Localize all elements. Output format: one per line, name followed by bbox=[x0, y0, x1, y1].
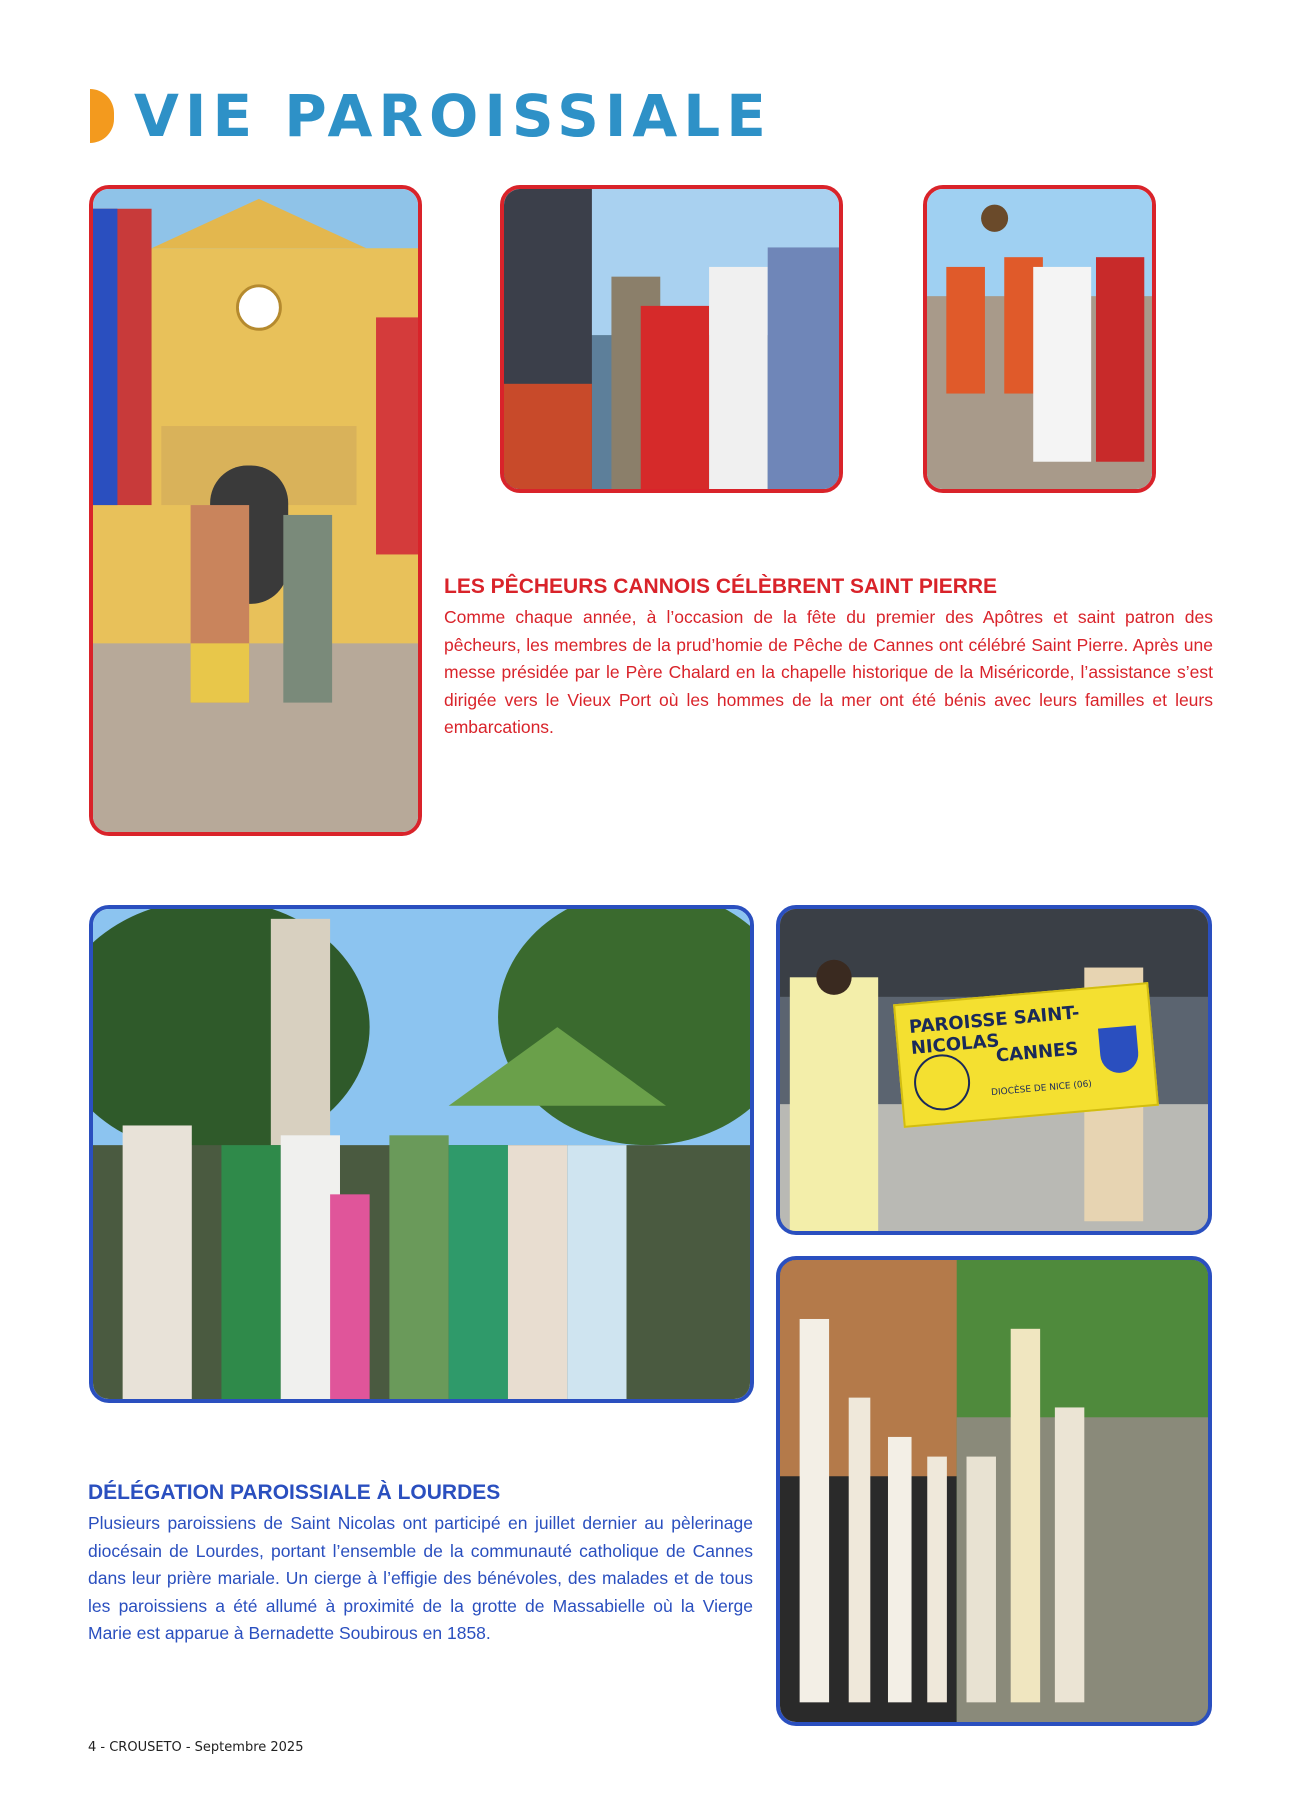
article2-body: Plusieurs paroissiens de Saint Nicolas ont participé en juillet dernier au pèlerinage diocésain de Lourdes, portant l’ensemble de la communauté catholique de Cannes dans leur prière mariale. Un cierge à l’effigie des bénévoles, des malades et de tous les paroissiens a été allumé à proximité de la grotte de Massabielle où la Vierge Marie est apparue à Bernadette Soubirous en 1858. bbox=[88, 1513, 753, 1643]
section-title: VIE PAROISSIALE bbox=[134, 82, 772, 150]
article1-body: Comme chaque année, à l’occasion de la fête du premier des Apôtres et saint patron des pêcheurs, les membres de la prud’homie de Pêche de Cannes ont célébré Saint Pierre. Après une messe présidée par le Père Chalard en la chapelle historique de la Miséricorde, l’assistance s’est dirigée vers le Vieux Port où les hommes de la mer ont été bénis avec leurs familles et leurs embarcations. bbox=[444, 607, 1213, 737]
cannes-shield-icon bbox=[1098, 1025, 1140, 1074]
article1-title: LES PÊCHEURS CANNOIS CÉLÈBRENT SAINT PIERRE bbox=[444, 575, 998, 598]
photo-parish-banner bbox=[776, 905, 1212, 1235]
parish-logo bbox=[912, 1052, 973, 1113]
photo-chapel-procession bbox=[89, 185, 422, 836]
photo-lourdes-candles bbox=[776, 1256, 1212, 1726]
parish-banner bbox=[893, 982, 1159, 1128]
section-heading bbox=[90, 84, 772, 148]
article2-title: DÉLÉGATION PAROISSIALE À LOURDES bbox=[88, 1481, 501, 1504]
banner-line1: PAROISSE SAINT-NICOLAS bbox=[908, 1002, 1081, 1059]
page-footer: 4 - CROUSETO - Septembre 2025 bbox=[88, 1740, 304, 1755]
photo-quay-procession bbox=[923, 185, 1156, 493]
heading-marker bbox=[90, 89, 114, 143]
photo-port-blessing bbox=[500, 185, 843, 493]
banner-line3: DIOCÈSE DE NICE (06) bbox=[990, 1079, 1093, 1099]
banner-line2: CANNES bbox=[995, 1038, 1080, 1067]
photo-lourdes-group bbox=[89, 905, 754, 1403]
